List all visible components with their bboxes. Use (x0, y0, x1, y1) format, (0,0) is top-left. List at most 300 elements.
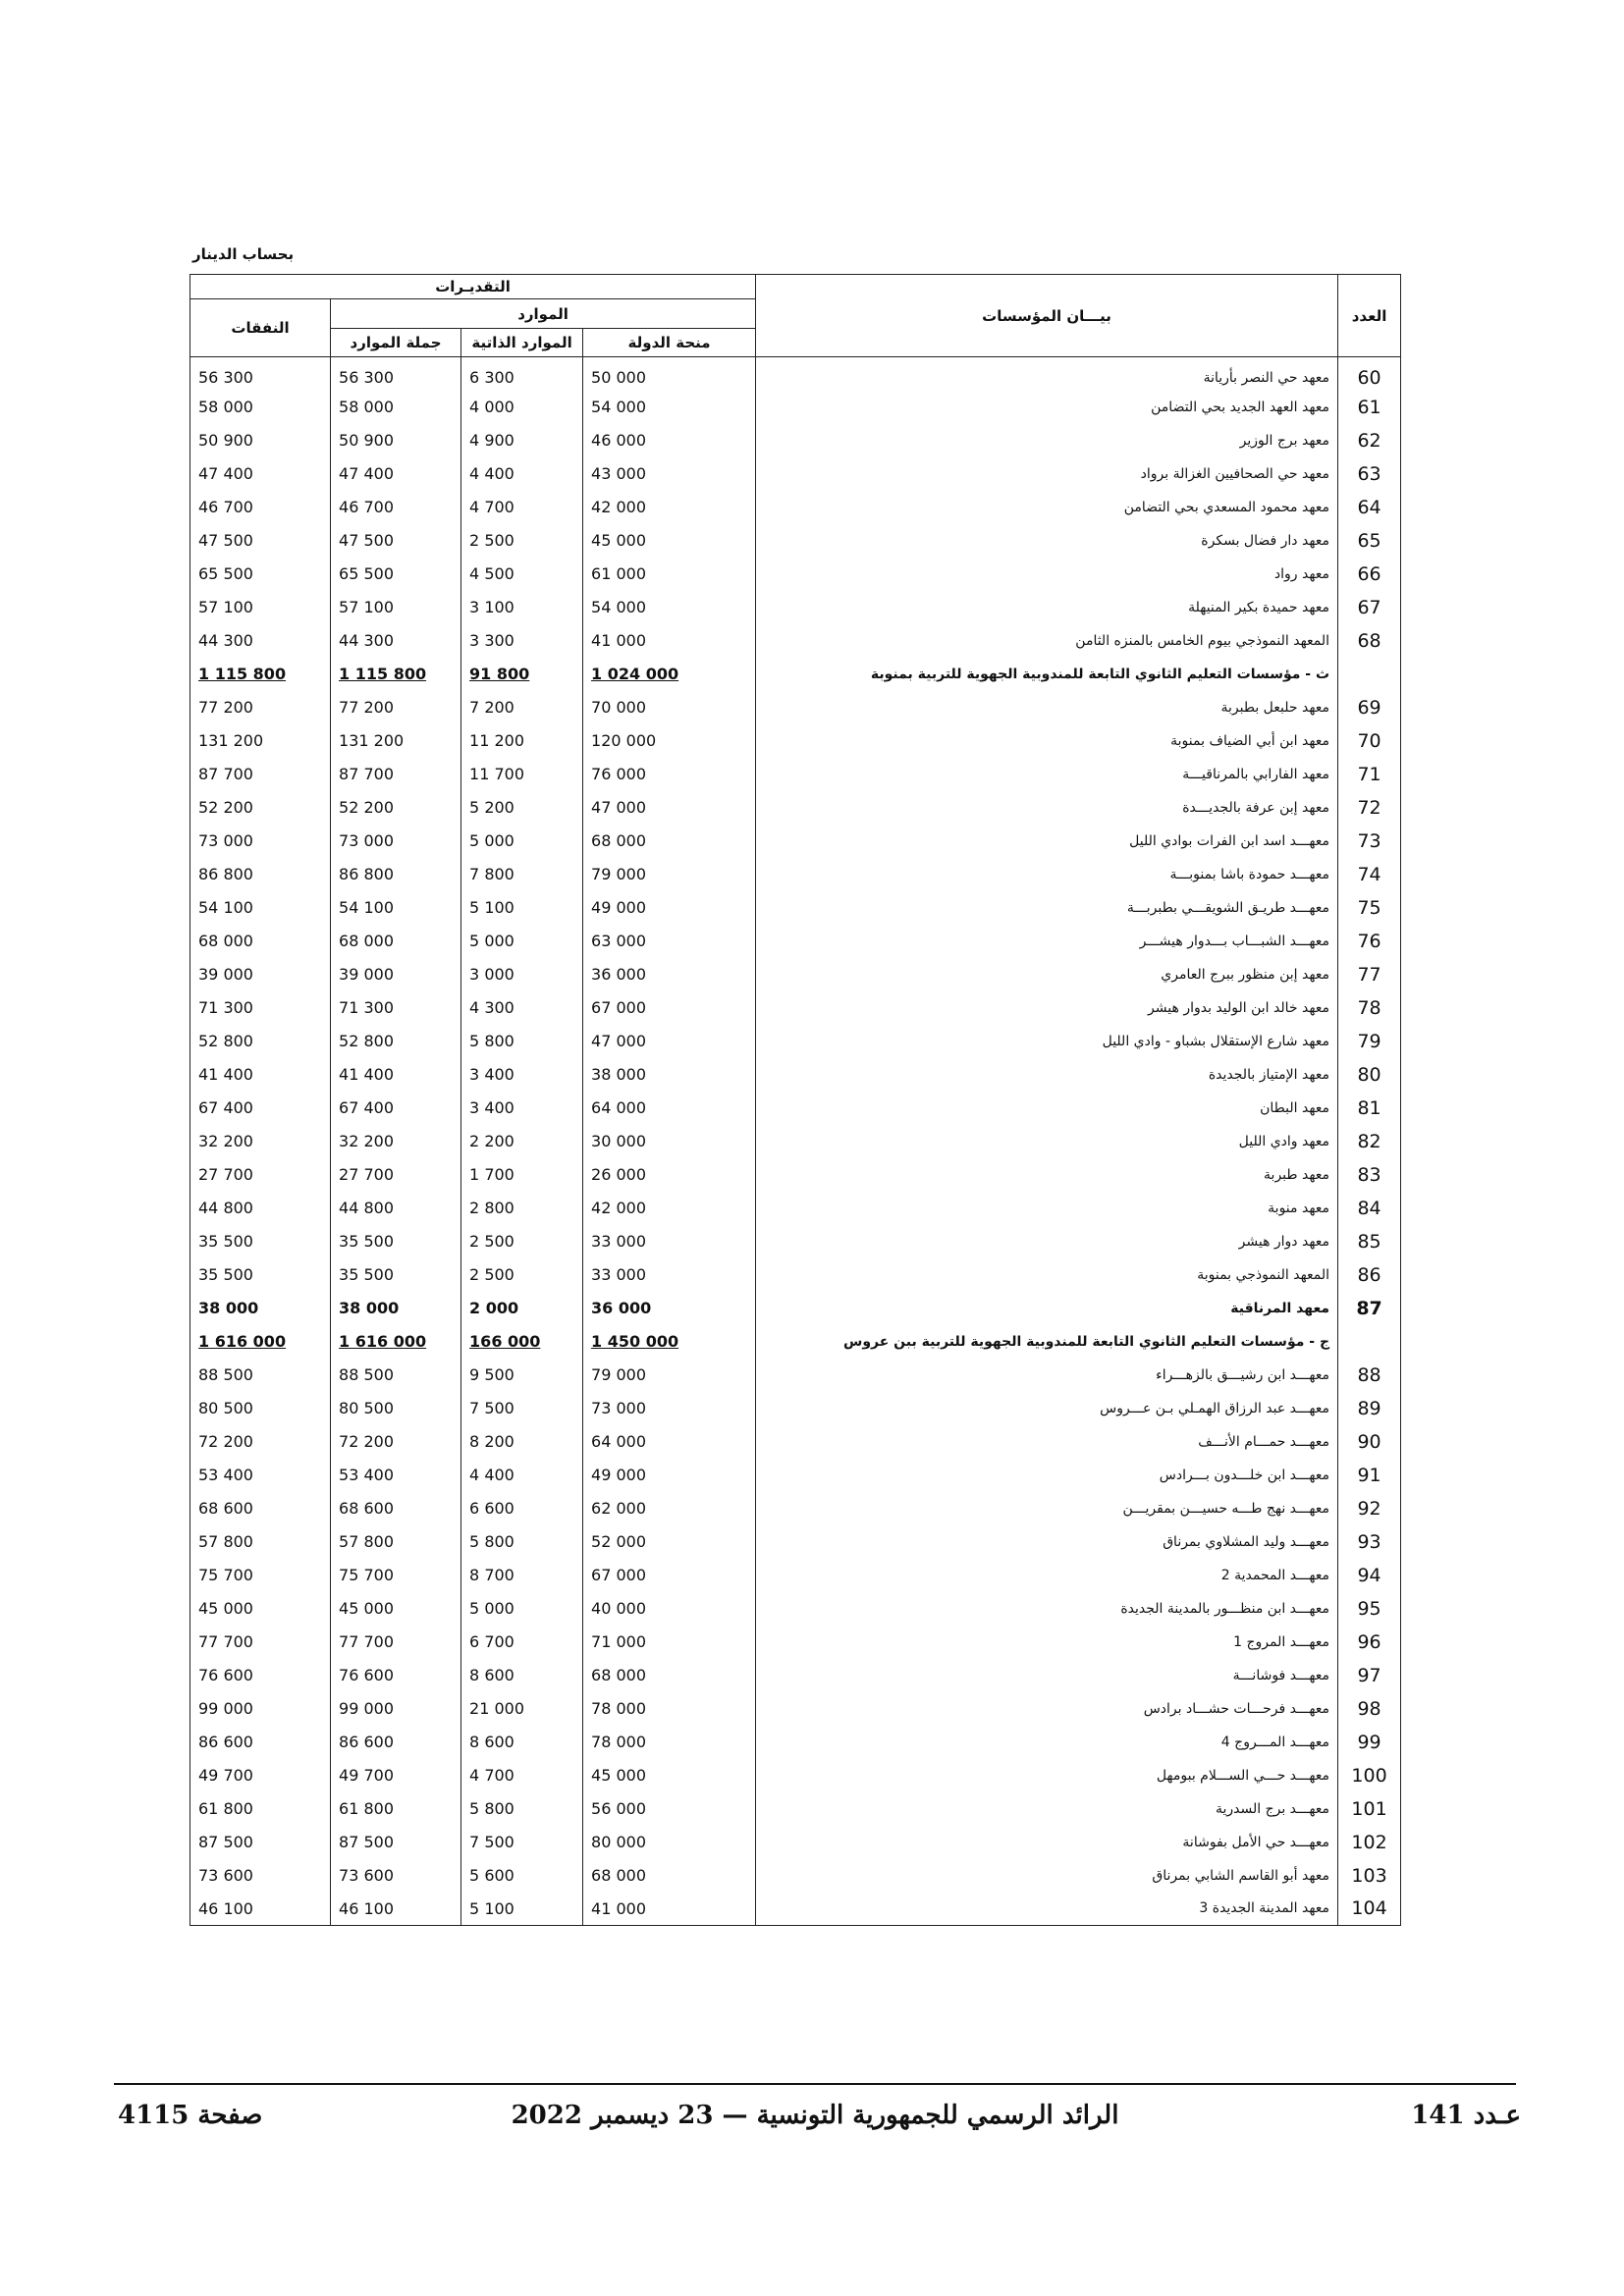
own-resources-value-text: 8 700 (469, 1566, 514, 1584)
expenses-value-text: 46 100 (198, 1898, 253, 1918)
expenses-value (190, 1859, 331, 1893)
total-resources-value (331, 1359, 461, 1392)
row-number: 67 (1338, 591, 1401, 624)
row-number: 99 (1338, 1726, 1401, 1759)
header-total-resources: جملة الموارد (331, 329, 461, 357)
total-resources-value-text: 35 500 (339, 1265, 395, 1284)
table-row (190, 1158, 1401, 1192)
expenses-value (190, 1792, 331, 1826)
row-number: 78 (1338, 991, 1401, 1025)
row-number: 72 (1338, 791, 1401, 825)
state-grant-value-text: 120 000 (591, 731, 657, 750)
own-resources-value (461, 491, 583, 524)
total-resources-value-text: 41 400 (339, 1065, 395, 1084)
total-resources-value (331, 1192, 461, 1225)
total-resources-value (331, 691, 461, 724)
expenses-value (190, 758, 331, 791)
state-grant-value-text: 71 000 (591, 1632, 647, 1651)
own-resources-value (461, 1492, 583, 1525)
expenses-value (190, 591, 331, 624)
institution-name: معهـــد فرحـــات حشـــاد برادس (756, 1692, 1338, 1726)
own-resources-value-text: 2 500 (469, 1232, 514, 1251)
header-estimates: التقديـرات (190, 275, 756, 299)
total-resources-value-text: 47 400 (339, 464, 395, 483)
table-row (190, 1692, 1401, 1726)
expenses-value-text: 80 500 (198, 1399, 253, 1417)
own-resources-value-text: 11 700 (469, 765, 525, 783)
state-grant-value (583, 1559, 756, 1592)
total-resources-value (331, 1092, 461, 1125)
total-resources-value-text: 57 800 (339, 1532, 395, 1551)
state-grant-value (583, 1425, 756, 1459)
own-resources-value-text: 7 500 (469, 1833, 514, 1851)
own-resources-value (461, 1225, 583, 1258)
state-grant-value (583, 1258, 756, 1292)
total-resources-value-text: 49 700 (339, 1766, 395, 1785)
expenses-value-text: 35 500 (198, 1265, 253, 1284)
expenses-value (190, 1125, 331, 1158)
own-resources-value-text: 2 800 (469, 1199, 514, 1217)
state-grant-value (583, 491, 756, 524)
table-row (190, 1492, 1401, 1525)
table-row (190, 1258, 1401, 1292)
state-grant-value (583, 858, 756, 891)
state-grant-value-text: 1 450 000 (591, 1332, 679, 1351)
own-resources-value (461, 457, 583, 491)
own-resources-value (461, 1525, 583, 1559)
total-resources-value (331, 624, 461, 658)
institution-name: ج - مؤسسات التعليم الثانوي التابعة للمندوبية الجهوية للتربية ببن عروس (756, 1325, 1338, 1359)
expenses-value-text: 65 500 (198, 564, 253, 583)
row-number: 86 (1338, 1258, 1401, 1292)
expenses-value (190, 1158, 331, 1192)
own-resources-value-text: 91 800 (469, 665, 530, 683)
state-grant-value-text: 42 000 (591, 1199, 647, 1217)
own-resources-value-text: 4 700 (469, 498, 514, 516)
own-resources-value-text: 7 500 (469, 1399, 514, 1417)
row-number: 95 (1338, 1592, 1401, 1626)
row-number: 62 (1338, 424, 1401, 457)
total-resources-value-text: 131 200 (339, 731, 405, 750)
table-row (190, 1525, 1401, 1559)
state-grant-value (583, 1225, 756, 1258)
table-row (190, 1025, 1401, 1058)
institution-name: معهـــد وليد المشلاوي بمرناق (756, 1525, 1338, 1559)
state-grant-value (583, 558, 756, 591)
table-row (190, 1826, 1401, 1859)
own-resources-value (461, 1592, 583, 1626)
state-grant-value (583, 691, 756, 724)
total-resources-value-text: 44 300 (339, 631, 395, 650)
row-number: 102 (1338, 1826, 1401, 1859)
own-resources-value (461, 891, 583, 925)
state-grant-value (583, 1726, 756, 1759)
expenses-value (190, 691, 331, 724)
table-header (190, 275, 1401, 357)
row-number: 60 (1338, 357, 1401, 391)
state-grant-value-text: 45 000 (591, 1766, 647, 1785)
state-grant-value-text: 61 000 (591, 564, 647, 583)
expenses-value (190, 1025, 331, 1058)
total-resources-value-text: 27 700 (339, 1165, 395, 1184)
state-grant-value-text: 41 000 (591, 1898, 647, 1918)
state-grant-value (583, 1325, 756, 1359)
header-own-resources: الموارد الذاتية (461, 329, 583, 357)
table-body (190, 357, 1401, 1926)
state-grant-value (583, 925, 756, 958)
state-grant-value-text: 49 000 (591, 898, 647, 917)
row-number (1338, 658, 1401, 691)
own-resources-value (461, 958, 583, 991)
own-resources-value-text: 5 200 (469, 798, 514, 817)
row-number: 73 (1338, 825, 1401, 858)
total-resources-value-text: 52 800 (339, 1032, 395, 1050)
total-resources-value (331, 457, 461, 491)
row-number: 74 (1338, 858, 1401, 891)
own-resources-value (461, 825, 583, 858)
institution-name: معهد وادي الليل (756, 1125, 1338, 1158)
institution-name: معهـــد ابن منظـــور بالمدينة الجديدة (756, 1592, 1338, 1626)
table-row (190, 1592, 1401, 1626)
total-resources-value (331, 1859, 461, 1893)
total-resources-value-text: 73 000 (339, 831, 395, 850)
total-resources-value-text: 35 500 (339, 1232, 395, 1251)
row-number: 100 (1338, 1759, 1401, 1792)
own-resources-value-text: 2 200 (469, 1132, 514, 1150)
state-grant-value-text: 54 000 (591, 598, 647, 616)
state-grant-value-text: 56 000 (591, 1799, 647, 1818)
own-resources-value-text: 7 800 (469, 865, 514, 883)
own-resources-value (461, 791, 583, 825)
own-resources-value-text: 5 800 (469, 1799, 514, 1818)
total-resources-value-text: 80 500 (339, 1399, 395, 1417)
expenses-value (190, 1826, 331, 1859)
row-number: 90 (1338, 1425, 1401, 1459)
state-grant-value (583, 1659, 756, 1692)
own-resources-value-text: 4 000 (469, 398, 514, 416)
institution-name: معهد شارع الإستقلال بشباو - وادي الليل (756, 1025, 1338, 1058)
state-grant-value-text: 64 000 (591, 1098, 647, 1117)
total-resources-value-text: 1 616 000 (339, 1332, 427, 1351)
own-resources-value-text: 5 000 (469, 831, 514, 850)
state-grant-value (583, 958, 756, 991)
institution-name: معهد حلبعل بطبربة (756, 691, 1338, 724)
own-resources-value (461, 758, 583, 791)
total-resources-value (331, 1592, 461, 1626)
row-number: 87 (1338, 1292, 1401, 1325)
table-row (190, 1759, 1401, 1792)
own-resources-value-text: 4 700 (469, 1766, 514, 1785)
table-row (190, 1425, 1401, 1459)
state-grant-value (583, 758, 756, 791)
total-resources-value (331, 1058, 461, 1092)
expenses-value (190, 958, 331, 991)
table-row (190, 624, 1401, 658)
state-grant-value-text: 64 000 (591, 1432, 647, 1451)
total-resources-value (331, 491, 461, 524)
state-grant-value (583, 1792, 756, 1826)
row-number: 88 (1338, 1359, 1401, 1392)
total-resources-value (331, 1759, 461, 1792)
institution-name: معهد العهد الجديد بحي التضامن (756, 391, 1338, 424)
state-grant-value-text: 33 000 (591, 1265, 647, 1284)
institution-name: معهـــد ابن رشيـــق بالزهـــراء (756, 1359, 1338, 1392)
expenses-value-text: 54 100 (198, 898, 253, 917)
expenses-value-text: 45 000 (198, 1599, 253, 1618)
institution-name: معهد حي النصر بأريانة (756, 357, 1338, 391)
own-resources-value (461, 1726, 583, 1759)
row-number: 77 (1338, 958, 1401, 991)
table-row (190, 1559, 1401, 1592)
expenses-value (190, 457, 331, 491)
expenses-value (190, 791, 331, 825)
own-resources-value-text: 5 600 (469, 1866, 514, 1885)
total-resources-value-text: 65 500 (339, 564, 395, 583)
table-row (190, 1726, 1401, 1759)
expenses-value-text: 68 600 (198, 1499, 253, 1518)
own-resources-value (461, 1425, 583, 1459)
institution-name: معهـــد طريـق الشويقـــي بطبربـــة (756, 891, 1338, 925)
state-grant-value-text: 45 000 (591, 531, 647, 550)
own-resources-value (461, 1659, 583, 1692)
state-grant-value-text: 70 000 (591, 698, 647, 717)
table-row (190, 424, 1401, 457)
budget-table (189, 274, 1401, 1926)
own-resources-value-text: 4 900 (469, 431, 514, 450)
own-resources-value-text: 4 400 (469, 464, 514, 483)
state-grant-value (583, 1125, 756, 1158)
own-resources-value-text: 5 000 (469, 932, 514, 950)
own-resources-value (461, 1459, 583, 1492)
expenses-value (190, 357, 331, 391)
total-resources-value-text: 46 700 (339, 498, 395, 516)
own-resources-value (461, 691, 583, 724)
expenses-value-text: 53 400 (198, 1466, 253, 1484)
expenses-value-text: 77 200 (198, 698, 253, 717)
expenses-value (190, 858, 331, 891)
institution-name: معهد المرناقية (756, 1292, 1338, 1325)
total-resources-value (331, 1893, 461, 1926)
own-resources-value (461, 1826, 583, 1859)
own-resources-value (461, 1025, 583, 1058)
institution-name: معهد المدينة الجديدة 3 (756, 1893, 1338, 1926)
table-row (190, 391, 1401, 424)
expenses-value (190, 1626, 331, 1659)
expenses-value (190, 1559, 331, 1592)
expenses-value (190, 1225, 331, 1258)
row-number: 81 (1338, 1092, 1401, 1125)
total-resources-value (331, 1125, 461, 1158)
state-grant-value-text: 52 000 (591, 1532, 647, 1551)
row-number: 70 (1338, 724, 1401, 758)
expenses-value-text: 39 000 (198, 965, 253, 984)
row-number: 71 (1338, 758, 1401, 791)
state-grant-value-text: 49 000 (591, 1466, 647, 1484)
row-number: 63 (1338, 457, 1401, 491)
row-number: 89 (1338, 1392, 1401, 1425)
state-grant-value (583, 624, 756, 658)
state-grant-value-text: 33 000 (591, 1232, 647, 1251)
institution-name: معهد أبو القاسم الشابي بمرناق (756, 1859, 1338, 1893)
state-grant-value (583, 1092, 756, 1125)
expenses-value-text: 35 500 (198, 1232, 253, 1251)
header-institution: بيـــان المؤسسات (756, 275, 1338, 357)
table-row (190, 724, 1401, 758)
row-number: 101 (1338, 1792, 1401, 1826)
institution-name: معهـــد حي الأمل بفوشانة (756, 1826, 1338, 1859)
own-resources-value (461, 591, 583, 624)
expenses-value (190, 1759, 331, 1792)
row-number: 92 (1338, 1492, 1401, 1525)
state-grant-value (583, 1492, 756, 1525)
own-resources-value (461, 1859, 583, 1893)
state-grant-value-text: 67 000 (591, 998, 647, 1017)
institution-name: معهد حي الصحافيين الغزالة برواد (756, 457, 1338, 491)
footer-page-number: صفحة 4115 (118, 2101, 263, 2130)
own-resources-value-text: 21 000 (469, 1699, 525, 1718)
own-resources-value-text: 1 700 (469, 1165, 514, 1184)
state-grant-value-text: 67 000 (591, 1566, 647, 1584)
state-grant-value (583, 1359, 756, 1392)
total-resources-value (331, 1258, 461, 1292)
state-grant-value (583, 1158, 756, 1192)
total-resources-value (331, 991, 461, 1025)
own-resources-value-text: 6 600 (469, 1499, 514, 1518)
table-row (190, 524, 1401, 558)
institution-name: معهد إبن عرفة بالجديـــدة (756, 791, 1338, 825)
total-resources-value (331, 1559, 461, 1592)
expenses-value (190, 1359, 331, 1392)
total-resources-value-text: 77 700 (339, 1632, 395, 1651)
row-number: 80 (1338, 1058, 1401, 1092)
footer-rule (114, 2083, 1516, 2085)
state-grant-value (583, 658, 756, 691)
total-resources-value-text: 71 300 (339, 998, 395, 1017)
institution-name: معهد ابن أبي الضياف بمنوبة (756, 724, 1338, 758)
own-resources-value-text: 11 200 (469, 731, 525, 750)
total-resources-value-text: 86 800 (339, 865, 395, 883)
total-resources-value-text: 75 700 (339, 1566, 395, 1584)
total-resources-value-text: 39 000 (339, 965, 395, 984)
own-resources-value-text: 5 800 (469, 1532, 514, 1551)
own-resources-value (461, 925, 583, 958)
total-resources-value-text: 68 000 (339, 932, 395, 950)
own-resources-value (461, 357, 583, 391)
expenses-value (190, 624, 331, 658)
expenses-value-text: 46 700 (198, 498, 253, 516)
own-resources-value-text: 3 400 (469, 1098, 514, 1117)
own-resources-value-text: 3 000 (469, 965, 514, 984)
own-resources-value-text: 4 300 (469, 998, 514, 1017)
total-resources-value-text: 47 500 (339, 531, 395, 550)
own-resources-value (461, 1359, 583, 1392)
total-resources-value-text: 61 800 (339, 1799, 395, 1818)
state-grant-value-text: 76 000 (591, 765, 647, 783)
total-resources-value (331, 558, 461, 591)
expenses-value-text: 73 000 (198, 831, 253, 850)
expenses-value (190, 424, 331, 457)
row-number: 68 (1338, 624, 1401, 658)
table-row (190, 991, 1401, 1025)
state-grant-value-text: 46 000 (591, 431, 647, 450)
expenses-value-text: 67 400 (198, 1098, 253, 1117)
state-grant-value-text: 78 000 (591, 1699, 647, 1718)
state-grant-value (583, 1626, 756, 1659)
expenses-value (190, 825, 331, 858)
institution-name: معهـــد المروج 1 (756, 1626, 1338, 1659)
expenses-value-text: 38 000 (198, 1299, 259, 1317)
expenses-value (190, 524, 331, 558)
state-grant-value-text: 42 000 (591, 498, 647, 516)
total-resources-value (331, 825, 461, 858)
state-grant-value (583, 591, 756, 624)
own-resources-value (461, 1626, 583, 1659)
expenses-value (190, 1659, 331, 1692)
own-resources-value-text: 3 300 (469, 631, 514, 650)
expenses-value-text: 73 600 (198, 1866, 253, 1885)
own-resources-value (461, 1092, 583, 1125)
state-grant-value-text: 30 000 (591, 1132, 647, 1150)
expenses-value-text: 75 700 (198, 1566, 253, 1584)
own-resources-value-text: 166 000 (469, 1332, 541, 1351)
table-row (190, 1792, 1401, 1826)
total-resources-value (331, 357, 461, 391)
row-number: 65 (1338, 524, 1401, 558)
expenses-value (190, 491, 331, 524)
subtotal-row (190, 658, 1401, 691)
total-resources-value (331, 1692, 461, 1726)
state-grant-value (583, 991, 756, 1025)
total-resources-value (331, 424, 461, 457)
table-row (190, 858, 1401, 891)
own-resources-value-text: 6 300 (469, 368, 514, 388)
state-grant-value (583, 1592, 756, 1626)
state-grant-value (583, 1292, 756, 1325)
expenses-value-text: 68 000 (198, 932, 253, 950)
expenses-value (190, 925, 331, 958)
institution-name: معهـــد حـــي الســـلام ببومهل (756, 1759, 1338, 1792)
state-grant-value-text: 79 000 (591, 865, 647, 883)
own-resources-value (461, 391, 583, 424)
institution-name: معهد طبربة (756, 1158, 1338, 1192)
total-resources-value-text: 38 000 (339, 1299, 400, 1317)
expenses-value-text: 131 200 (198, 731, 264, 750)
institution-name: معهـــد المـــروج 4 (756, 1726, 1338, 1759)
institution-name: معهـــد حمـــام الأنـــف (756, 1425, 1338, 1459)
institution-name: معهد منوبة (756, 1192, 1338, 1225)
expenses-value (190, 1325, 331, 1359)
own-resources-value-text: 7 200 (469, 698, 514, 717)
state-grant-value-text: 54 000 (591, 398, 647, 416)
total-resources-value-text: 76 600 (339, 1666, 395, 1684)
total-resources-value (331, 1425, 461, 1459)
own-resources-value (461, 1258, 583, 1292)
state-grant-value (583, 1759, 756, 1792)
expenses-value-text: 87 700 (198, 765, 253, 783)
own-resources-value-text: 8 600 (469, 1733, 514, 1751)
row-number: 104 (1338, 1893, 1401, 1926)
total-resources-value-text: 99 000 (339, 1699, 395, 1718)
total-resources-value (331, 891, 461, 925)
own-resources-value (461, 1559, 583, 1592)
table-row (190, 1893, 1401, 1926)
row-number: 97 (1338, 1659, 1401, 1692)
state-grant-value (583, 524, 756, 558)
expenses-value-text: 61 800 (198, 1799, 253, 1818)
row-number: 93 (1338, 1525, 1401, 1559)
institution-name: معهـــد الشبـــاب بـــدوار هيشـــر (756, 925, 1338, 958)
total-resources-value-text: 45 000 (339, 1599, 395, 1618)
